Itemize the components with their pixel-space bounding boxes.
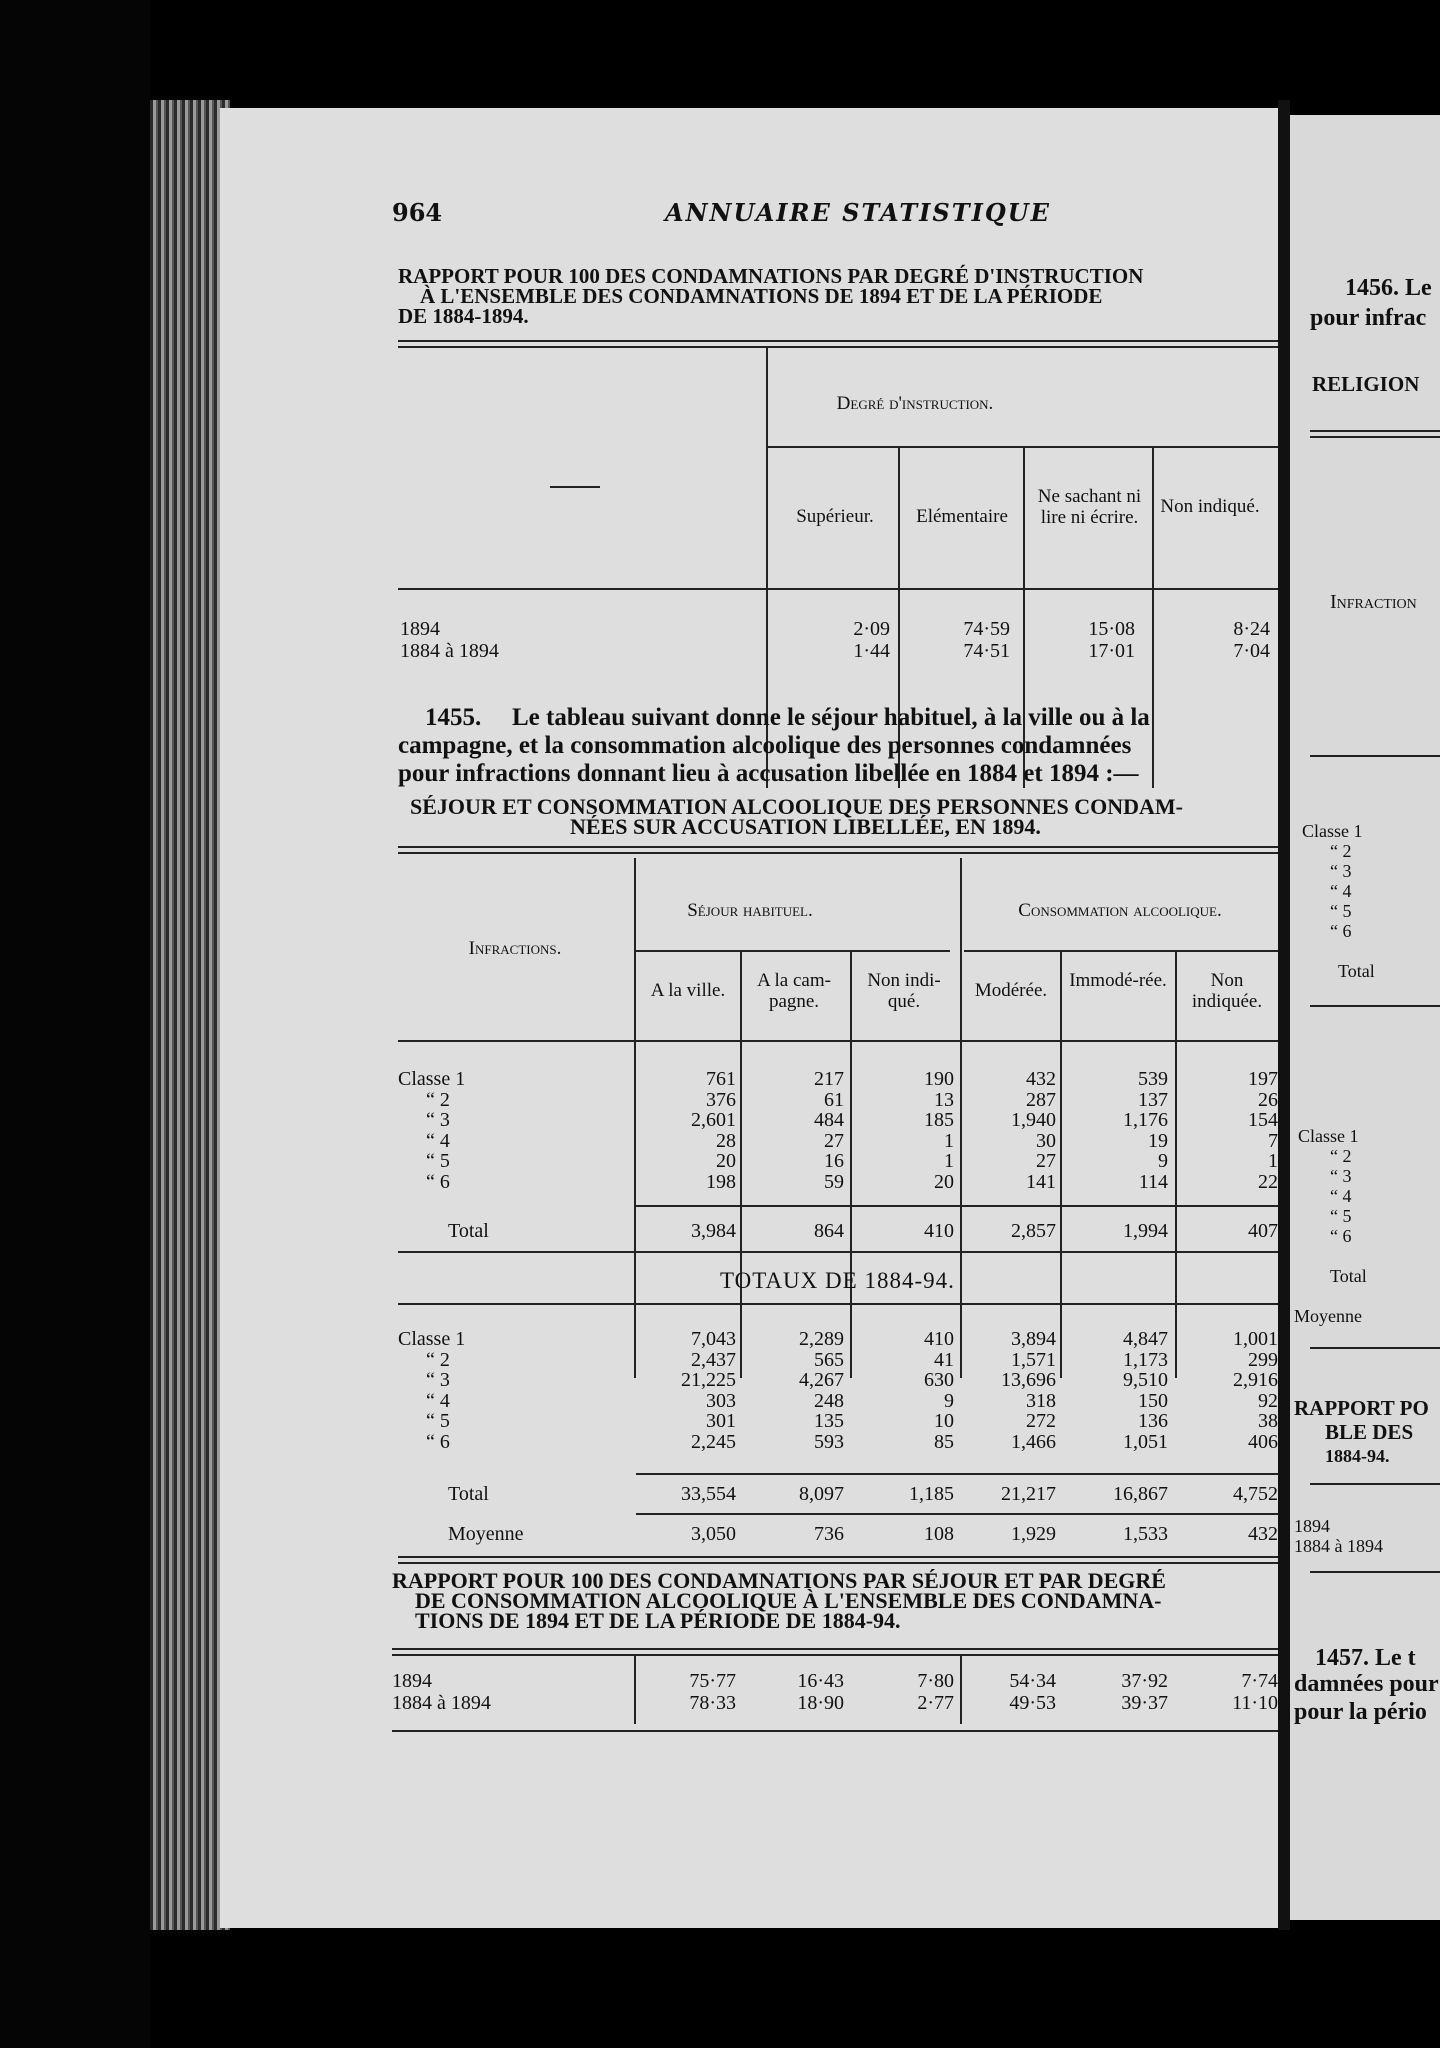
- table2-col-ville: A la ville.: [650, 980, 726, 1001]
- table-cell: 8,097: [799, 1483, 844, 1505]
- table-cell: 7·80: [917, 1670, 954, 1692]
- table-cell: 27: [1036, 1150, 1056, 1172]
- table-cell: 1,533: [1123, 1523, 1168, 1545]
- table-cell: 432: [1026, 1068, 1056, 1090]
- table-cell: 301: [706, 1410, 736, 1432]
- table-row-label: Classe 1: [398, 1068, 466, 1090]
- left-page: [220, 108, 1278, 1928]
- table2-col-divider: [850, 952, 852, 1378]
- table2-col-divider: [1060, 952, 1062, 1378]
- table-cell: 2,289: [799, 1328, 844, 1350]
- table1-cell: 17·01: [1088, 640, 1135, 662]
- table-cell: 19: [1148, 1129, 1168, 1152]
- table-cell: 4,752: [1233, 1483, 1278, 1505]
- table1-col-non-indique: Non indiqué.: [1160, 496, 1260, 517]
- rp-row: Classe 1: [1302, 821, 1363, 841]
- table-cell: 432: [1248, 1523, 1278, 1545]
- table-row-label: “ 6: [426, 1170, 450, 1193]
- rp-row: “ 4: [1330, 1186, 1352, 1206]
- table-cell: 1,466: [1011, 1430, 1056, 1453]
- table-cell: 2·77: [917, 1692, 954, 1714]
- right-page-fragment: [1290, 115, 1440, 1920]
- table-cell: 539: [1138, 1068, 1168, 1090]
- table-cell: 217: [814, 1068, 844, 1090]
- table-cell: 303: [706, 1389, 736, 1412]
- paragraph-line1: Le tableau suivant donne le séjour habituel, à la ville ou à la: [512, 704, 1150, 731]
- table2-subtotal-rule: [636, 1205, 1278, 1207]
- table-row-label: Total: [448, 1483, 489, 1505]
- table-cell: 1,185: [909, 1483, 954, 1505]
- dark-background: [0, 0, 150, 2048]
- rp-row: “ 2: [1330, 841, 1352, 861]
- table1-cell: 7·04: [1233, 640, 1270, 662]
- table-cell: 136: [1138, 1410, 1168, 1432]
- table-cell: 2,601: [691, 1109, 736, 1131]
- table2-group-rule: [964, 950, 1278, 952]
- table-cell: 410: [924, 1328, 954, 1350]
- table1-row-label: 1884 à 1894: [400, 640, 499, 662]
- rp-rule: [1310, 1571, 1440, 1573]
- rp-para-1456: 1456. Le: [1345, 275, 1432, 301]
- table-cell: 3,894: [1011, 1328, 1056, 1350]
- running-title: ANNUAIRE STATISTIQUE: [665, 198, 1051, 227]
- table-row-label: “ 5: [426, 1150, 450, 1172]
- table-cell: 3,984: [691, 1220, 736, 1242]
- table-cell: 736: [814, 1523, 844, 1545]
- table-row-label: “ 2: [426, 1348, 450, 1371]
- table2-col-non-indique: Non indi-qué.: [867, 970, 941, 1012]
- table-cell: 33,554: [681, 1483, 736, 1505]
- table-cell: 39·37: [1121, 1692, 1168, 1714]
- rp-title: BLE DES: [1325, 1420, 1414, 1444]
- rp-row: “ 3: [1330, 861, 1352, 881]
- table-cell: 864: [814, 1220, 844, 1242]
- table-cell: 49·53: [1009, 1692, 1056, 1714]
- table-cell: 16·43: [797, 1670, 844, 1692]
- paragraph-line2: campagne, et la consommation alcoolique des personnes condamnées: [398, 732, 1132, 759]
- rp-row: 1894: [1294, 1516, 1330, 1536]
- rp-rule: [1310, 1347, 1440, 1349]
- table3-label-divider: [634, 1656, 636, 1724]
- table1-group-header: Degré d'instruction.: [836, 393, 994, 414]
- table-cell: 2,857: [1011, 1220, 1056, 1242]
- table-cell: 1: [944, 1129, 954, 1152]
- rp-para-1457: 1457. Le t: [1315, 1645, 1416, 1671]
- table-row-label: Moyenne: [448, 1523, 524, 1545]
- table-cell: 248: [814, 1389, 844, 1412]
- table-cell: 150: [1138, 1389, 1168, 1412]
- table-cell: 28: [716, 1129, 736, 1152]
- table2-group-sejour: Séjour habituel.: [687, 900, 813, 921]
- table-row-label: Classe 1: [398, 1328, 466, 1350]
- table-cell: 1,173: [1123, 1348, 1168, 1371]
- table-cell: 2,245: [691, 1430, 736, 1453]
- table1-col-superieur: Supérieur.: [796, 506, 874, 527]
- table1-cell: 2·09: [853, 618, 890, 640]
- rp-row: “ 4: [1330, 881, 1352, 901]
- table-cell: 1,571: [1011, 1348, 1056, 1371]
- table-cell: 137: [1138, 1088, 1168, 1111]
- rp-row: “ 2: [1330, 1146, 1352, 1166]
- table-cell: 30: [1036, 1129, 1056, 1152]
- table2-group-divider: [960, 858, 962, 1378]
- table-cell: 16,867: [1113, 1483, 1168, 1505]
- table2-subtitle-rule: [398, 1303, 1278, 1305]
- table3-bottom-rule: [392, 1730, 1278, 1732]
- table-cell: 272: [1026, 1410, 1056, 1432]
- rp-row: Classe 1: [1298, 1126, 1359, 1146]
- table-cell: 4,267: [799, 1369, 844, 1391]
- table-cell: 135: [814, 1410, 844, 1432]
- table-cell: 22: [1258, 1170, 1278, 1193]
- table-cell: 85: [934, 1430, 954, 1453]
- table1-cell: 8·24: [1233, 618, 1270, 640]
- table-cell: 593: [814, 1430, 844, 1453]
- table-cell: 20: [934, 1170, 954, 1193]
- table1-cell: 74·51: [963, 640, 1010, 662]
- rp-moyenne: Moyenne: [1294, 1306, 1362, 1326]
- table2-moyenne-rule: [636, 1513, 1278, 1515]
- table-cell: 38: [1258, 1410, 1278, 1432]
- table2-title-line1: SÉJOUR ET CONSOMMATION ALCOOLIQUE DES PERSONNES CONDAM-: [410, 794, 1183, 819]
- table-cell: 1,929: [1011, 1523, 1056, 1545]
- table1-cell: 74·59: [963, 618, 1010, 640]
- book-gutter: [1278, 100, 1290, 1930]
- table2-period-total-rule: [636, 1473, 1278, 1475]
- table-cell: 75·77: [689, 1670, 736, 1692]
- rp-row: 1884 à 1894: [1294, 1536, 1383, 1556]
- table-cell: 16: [824, 1150, 844, 1172]
- table-row-label: “ 4: [426, 1389, 450, 1412]
- table-row-label: “ 3: [426, 1369, 450, 1391]
- table-cell: 4,847: [1123, 1328, 1168, 1350]
- table-cell: 299: [1248, 1348, 1278, 1371]
- rp-total: Total: [1338, 961, 1375, 981]
- table-cell: 9: [1158, 1150, 1168, 1172]
- table-cell: 406: [1248, 1430, 1278, 1453]
- rp-para-line: pour la pério: [1294, 1699, 1427, 1725]
- table-cell: 630: [924, 1369, 954, 1391]
- table-cell: 318: [1026, 1389, 1056, 1412]
- table-cell: 376: [706, 1088, 736, 1111]
- table-cell: 197: [1248, 1068, 1278, 1090]
- table-cell: 1,051: [1123, 1430, 1168, 1453]
- table-cell: 114: [1138, 1170, 1168, 1193]
- page-number: 964: [392, 198, 443, 227]
- table-cell: 190: [924, 1068, 954, 1090]
- table-cell: 7: [1268, 1129, 1278, 1152]
- table-cell: 7·74: [1241, 1670, 1278, 1692]
- rp-rule: [1310, 1483, 1440, 1485]
- table1-cell: 1·44: [853, 640, 890, 662]
- table-row-label: “ 2: [426, 1088, 450, 1111]
- table-cell: 18·90: [797, 1692, 844, 1714]
- table-row-label: 1894: [392, 1670, 432, 1692]
- table-cell: 61: [824, 1088, 844, 1111]
- rp-rule: [1310, 430, 1440, 438]
- table3-title-line2: DE CONSOMMATION ALCOOLIQUE À L'ENSEMBLE DES CONDAMNA-: [415, 1588, 1162, 1613]
- paragraph-line3: pour infractions donnant lieu à accusation libellée en 1884 et 1894 :—: [398, 760, 1139, 787]
- table-cell: 185: [924, 1109, 954, 1131]
- rp-rule: [1310, 1005, 1440, 1007]
- table-cell: 7,043: [691, 1328, 736, 1350]
- table-row-label: “ 6: [426, 1430, 450, 1453]
- table-row-label: Total: [448, 1220, 489, 1242]
- table2-title-line2: NÉES SUR ACCUSATION LIBELLÉE, EN 1894.: [570, 814, 1041, 839]
- rp-para-line: pour infrac: [1310, 305, 1427, 331]
- table-cell: 54·34: [1009, 1670, 1056, 1692]
- table2-subtitle: TOTAUX DE 1884-94.: [720, 1268, 955, 1293]
- rp-row: “ 6: [1330, 1226, 1352, 1246]
- table2-col-non-indiquee: Non indiquée.: [1191, 970, 1263, 1012]
- table2-group-rule: [636, 950, 950, 952]
- table1-cell: 15·08: [1088, 618, 1135, 640]
- paragraph-number: 1455.: [425, 704, 482, 731]
- table1-title-line3: DE 1884-1894.: [398, 304, 529, 328]
- table-cell: 37·92: [1121, 1670, 1168, 1692]
- table-cell: 287: [1026, 1088, 1056, 1111]
- rp-infractions: Infraction: [1330, 591, 1417, 613]
- rp-row: “ 6: [1330, 921, 1352, 941]
- table-cell: 41: [934, 1348, 954, 1371]
- table1-title-line1: RAPPORT POUR 100 DES CONDAMNATIONS PAR DEGRÉ D'INSTRUCTION: [398, 264, 1144, 288]
- table-cell: 3,050: [691, 1523, 736, 1545]
- table1-header-rule: [398, 588, 1278, 590]
- rp-rule: [1310, 755, 1440, 757]
- table-cell: 1,001: [1233, 1328, 1278, 1350]
- table-cell: 198: [706, 1170, 736, 1193]
- table-cell: 1,176: [1123, 1109, 1168, 1131]
- table-cell: 59: [824, 1170, 844, 1193]
- table2-col-campagne: A la cam-pagne.: [757, 970, 831, 1012]
- table-cell: 484: [814, 1109, 844, 1131]
- table-cell: 78·33: [689, 1692, 736, 1714]
- table2-col-moderee: Modérée.: [974, 980, 1048, 1001]
- table1-col-divider: [1152, 448, 1154, 788]
- rp-row: “ 3: [1330, 1166, 1352, 1186]
- table-cell: 154: [1248, 1109, 1278, 1131]
- table-cell: 410: [924, 1220, 954, 1242]
- table-cell: 761: [706, 1068, 736, 1090]
- table1-title-line2: À L'ENSEMBLE DES CONDAMNATIONS DE 1894 ET DE LA PÉRIODE: [420, 284, 1103, 308]
- table-cell: 1: [944, 1150, 954, 1172]
- rp-title: RAPPORT PO: [1294, 1396, 1429, 1420]
- rp-row: “ 5: [1330, 1206, 1352, 1226]
- table3-title-line3: TIONS DE 1894 ET DE LA PÉRIODE DE 1884-94.: [415, 1608, 901, 1633]
- table-cell: 141: [1026, 1170, 1056, 1193]
- table2-col-immoderee: Immodé-rée.: [1069, 970, 1167, 991]
- table-cell: 92: [1258, 1389, 1278, 1412]
- table1-stub-rule: [550, 486, 600, 488]
- table2-bottom-rule: [398, 1556, 1278, 1564]
- table2-group-consommation: Consommation alcoolique.: [1018, 900, 1222, 921]
- rp-total: Total: [1330, 1266, 1367, 1286]
- table-row-label: “ 3: [426, 1109, 450, 1131]
- table-cell: 21,217: [1001, 1483, 1056, 1505]
- rp-para-line: damnées pour: [1294, 1671, 1439, 1697]
- table-cell: 1: [1268, 1150, 1278, 1172]
- table1-row-label: 1894: [400, 618, 440, 640]
- table-cell: 13: [934, 1088, 954, 1111]
- rp-religion: RELIGION: [1312, 372, 1420, 396]
- table-cell: 13,696: [1001, 1369, 1056, 1391]
- table-cell: 11·10: [1232, 1692, 1278, 1714]
- table-cell: 407: [1248, 1220, 1278, 1242]
- table-cell: 20: [716, 1150, 736, 1172]
- table2-row-header: Infractions.: [468, 938, 562, 959]
- table-cell: 26: [1258, 1088, 1278, 1111]
- rp-title: 1884-94.: [1325, 1446, 1390, 1466]
- table2-header-rule: [398, 1040, 1278, 1042]
- table-cell: 9,510: [1123, 1369, 1168, 1391]
- table-cell: 1,994: [1123, 1220, 1168, 1242]
- table3-title-line1: RAPPORT POUR 100 DES CONDAMNATIONS PAR SÉJOUR ET PAR DEGRÉ: [392, 1568, 1166, 1593]
- table1-col-elementaire: Elémentaire: [916, 506, 1008, 527]
- table-cell: 1,940: [1011, 1109, 1056, 1131]
- table-cell: 10: [934, 1410, 954, 1432]
- table1-top-rule: [398, 340, 1278, 348]
- table-row-label: 1884 à 1894: [392, 1692, 491, 1714]
- table-cell: 108: [924, 1523, 954, 1545]
- table1-col-ne-sachant: Ne sachant ni lire ni écrire.: [1037, 486, 1142, 528]
- table-row-label: “ 5: [426, 1410, 450, 1432]
- page-edges: [150, 100, 230, 1930]
- table-cell: 27: [824, 1129, 844, 1152]
- table3-group-divider: [960, 1656, 962, 1724]
- table2-label-divider: [634, 858, 636, 1378]
- table2-section-rule: [398, 1251, 1278, 1253]
- table-row-label: “ 4: [426, 1129, 450, 1152]
- table2-col-divider: [1175, 952, 1177, 1378]
- table-cell: 9: [944, 1389, 954, 1412]
- table-cell: 565: [814, 1348, 844, 1371]
- table-cell: 2,916: [1233, 1369, 1278, 1391]
- table-cell: 2,437: [691, 1348, 736, 1371]
- table-cell: 21,225: [681, 1369, 736, 1391]
- rp-row: “ 5: [1330, 901, 1352, 921]
- table3-top-rule: [392, 1648, 1278, 1656]
- table2-top-rule: [398, 846, 1278, 854]
- table2-col-divider: [740, 952, 742, 1378]
